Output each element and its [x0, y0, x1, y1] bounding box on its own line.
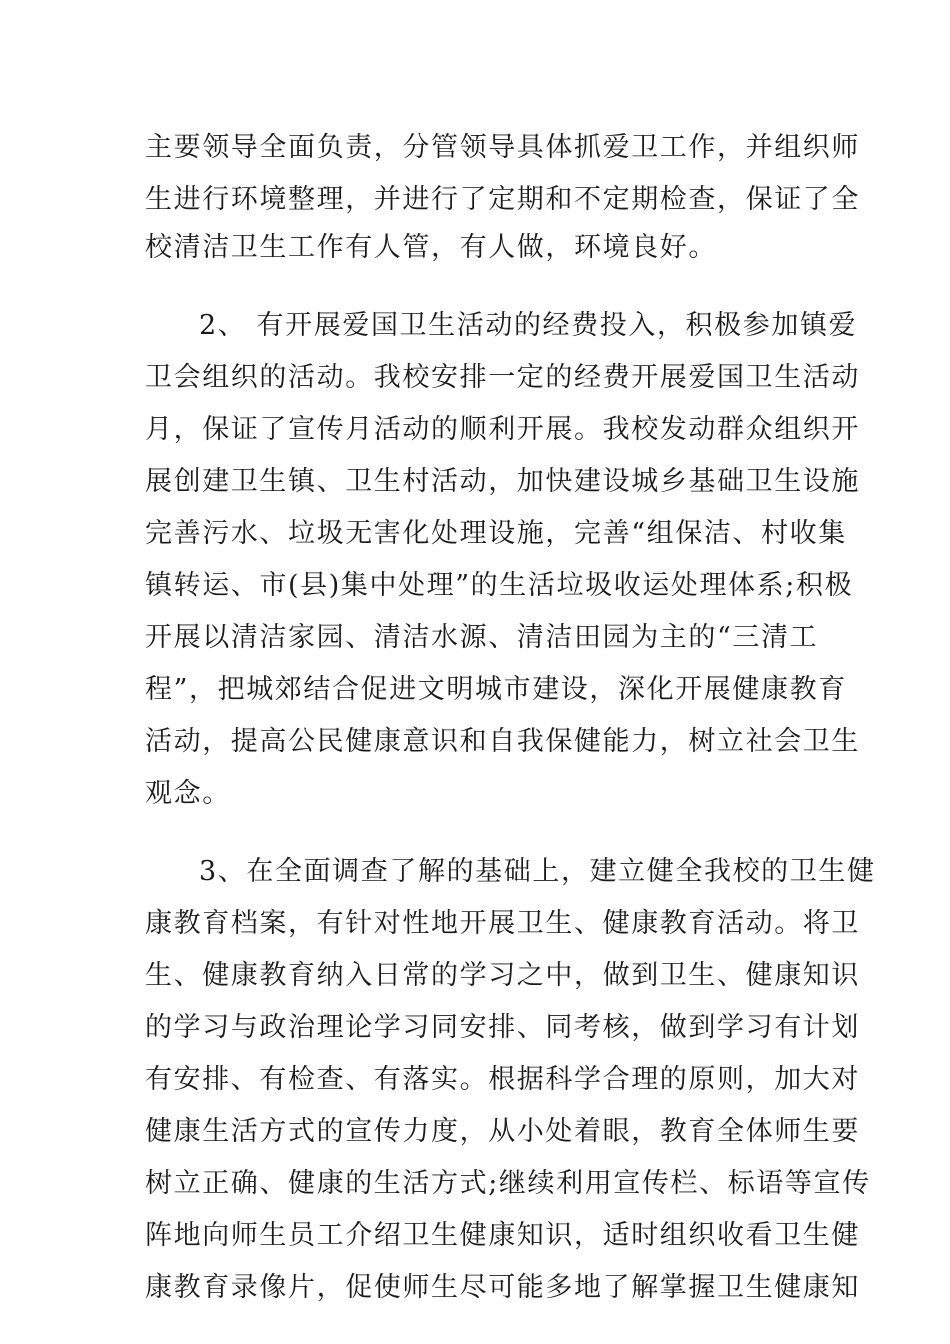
text-line: 活动，提高公民健康意识和自我保健能力，树立社会卫生 — [145, 726, 860, 757]
text-line: 卫会组织的活动。我校安排一定的经费开展爱国卫生活动 — [145, 362, 860, 393]
text-line: 主要领导全面负责，分管领导具体抓爱卫工作，并组织师 — [145, 132, 860, 163]
text-line: 观念。 — [145, 778, 231, 809]
text-line: 树立正确、健康的生活方式;继续利用宣传栏、标语等宣传 — [145, 1168, 871, 1199]
text-line: 阵地向师生员工介绍卫生健康知识，适时组织收看卫生健 — [145, 1220, 860, 1251]
text-line: 有安排、有检查、有落实。根据科学合理的原则，加大对 — [145, 1064, 860, 1095]
text-line: 校清洁卫生工作有人管，有人做，环境良好。 — [145, 232, 717, 263]
text-line: 开展以清洁家园、清洁水源、清洁田园为主的“三清工 — [145, 622, 819, 653]
text-line: 生、健康教育纳入日常的学习之中，做到卫生、健康知识 — [145, 960, 860, 991]
text-line: 健康生活方式的宣传力度，从小处着眼，教育全体师生要 — [145, 1116, 860, 1147]
text-line: 康教育录像片，促使师生尽可能多地了解掌握卫生健康知 — [145, 1272, 860, 1303]
text-line: 康教育档案，有针对性地开展卫生、健康教育活动。将卫 — [145, 908, 860, 939]
text-line: 的学习与政治理论学习同安排、同考核，做到学习有计划 — [145, 1012, 860, 1043]
text-line: 程”，把城郊结合促进文明城市建设，深化开展健康教育 — [145, 674, 847, 705]
text-line: 展创建卫生镇、卫生村活动，加快建设城乡基础卫生设施 — [145, 466, 860, 497]
text-line: 完善污水、垃圾无害化处理设施，完善“组保洁、村收集 — [145, 518, 847, 549]
text-line: 月，保证了宣传月活动的顺利开展。我校发动群众组织开 — [145, 414, 860, 445]
paragraph-first-line: 3、在全面调查了解的基础上，建立健全我校的卫生健 — [199, 856, 876, 887]
text-line: 生进行环境整理，并进行了定期和不定期检查，保证了全 — [145, 184, 860, 215]
text-line: 镇转运、市(县)集中处理”的生活垃圾收运处理体系;积极 — [145, 570, 854, 601]
paragraph-first-line: 2、 有开展爱国卫生活动的经费投入，积极参加镇爱 — [199, 310, 858, 341]
